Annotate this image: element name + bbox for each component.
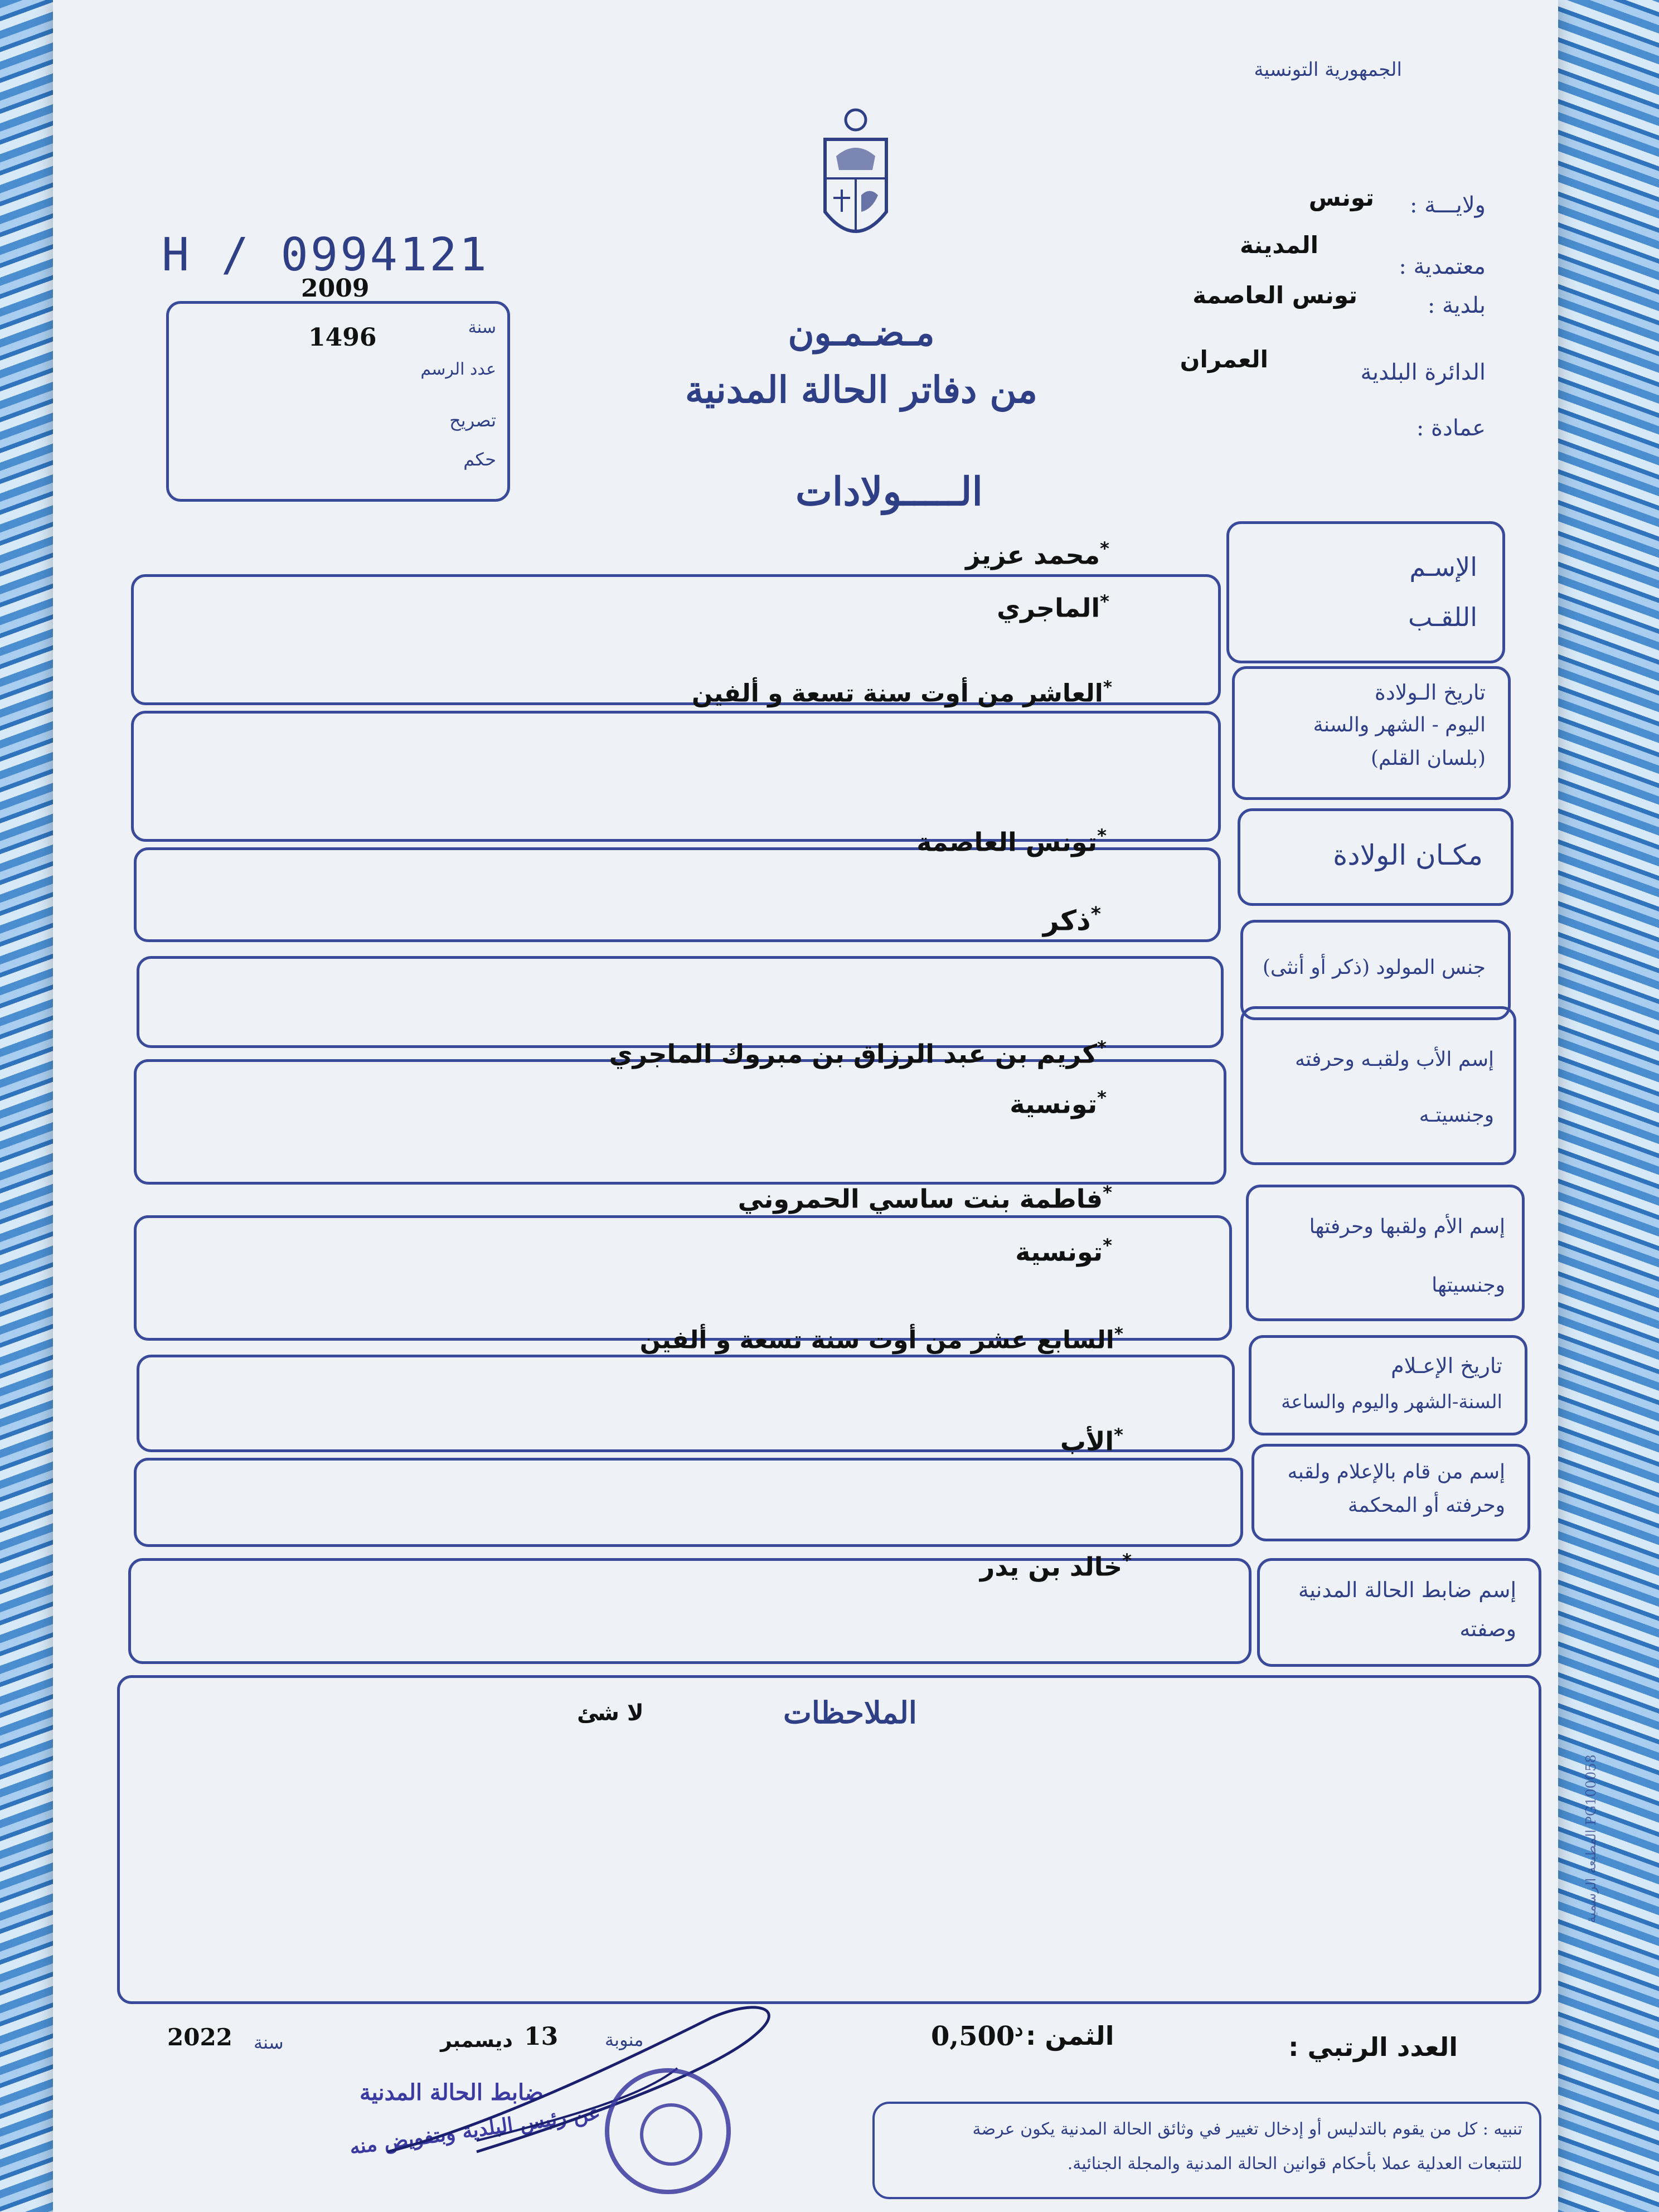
remarks-value: لا شئ [577, 1700, 644, 1726]
governorate-label: ولايـــة : [1409, 192, 1486, 218]
birth-date-value: *العاشر من أوت سنة تسعة و ألفين [691, 677, 1112, 708]
governorate-value: تونس [1308, 184, 1374, 211]
mother-name-value: *فاطمة بنت ساسي الحمروني [738, 1182, 1112, 1214]
remarks-label: الملاحظات [783, 1695, 917, 1730]
mother-label: إسم الأم ولقبها وحرفتها [1309, 1215, 1505, 1238]
republic-label: الجمهورية التونسية [1254, 59, 1402, 81]
mother-sublabel: وجنسيتها [1432, 1274, 1505, 1297]
declaration-label: تصريح [449, 410, 496, 431]
notice-line2: للتتبعات العدلية عملا بأحكام قوانين الحالة المدنية والمجلة الجنائية. [1067, 2154, 1522, 2174]
delegation-label: معتمدية : [1399, 254, 1486, 279]
father-label: إسم الأب ولقبـه وحرفته [1294, 1048, 1494, 1071]
father-name-value: *كريم بن عبد الرزاق بن مبروك الماجري [609, 1037, 1107, 1069]
title-line1: مـضـمـون [788, 312, 935, 354]
coat-of-arms-icon [819, 106, 892, 262]
footer-month: ديسمبر [440, 2029, 513, 2052]
record-year-value: 2009 [301, 274, 370, 303]
remarks-box [117, 1675, 1541, 2004]
footer-year-label: سنة [254, 2032, 284, 2053]
right-security-border [1542, 0, 1659, 2212]
title-line3: الـــــولادات [795, 468, 983, 515]
footer-year: 2022 [167, 2024, 232, 2051]
notice-line1: تنبيه : كل من يقوم بالتدليس أو إدخال تغيير في وثائق الحالة المدنية يكون عرضة [972, 2119, 1522, 2139]
declarant-label: إسم من قام بالإعلام ولقبه [1287, 1461, 1505, 1483]
officer-delegation-stamp: عن رئيس البلدية وبتفويض منه [348, 2101, 602, 2160]
birth-place-label: مكـان الولادة [1333, 839, 1483, 871]
footer-day: 13 [524, 2022, 559, 2051]
serial-number: H / 0994121 [162, 229, 489, 282]
mother-label-box [1246, 1185, 1525, 1321]
sex-value: *ذكر [1042, 903, 1101, 937]
record-box [166, 301, 510, 502]
declarant-value: *الأب [1060, 1424, 1123, 1457]
father-value-box [134, 1059, 1226, 1185]
record-number-label: عدد الرسم [420, 360, 496, 379]
sex-value-box [137, 956, 1224, 1048]
notice-box [872, 2102, 1541, 2199]
declaration-date-sublabel: السنة-الشهر واليوم والساعة [1281, 1391, 1502, 1413]
district-label: الدائرة البلدية [1360, 360, 1486, 385]
officer-sublabel: وصفته [1459, 1617, 1516, 1641]
district-value: العمران [1180, 346, 1268, 373]
father-nationality-value: *تونسية [1010, 1087, 1107, 1119]
name-label: الإسـم [1409, 552, 1477, 582]
birth-date-label: تاريخ الـولادة [1374, 680, 1486, 705]
officer-signature-title: ضابط الحالة المدنية [360, 2079, 544, 2106]
declarant-value-box [134, 1458, 1243, 1547]
birth-date-note: (بلسان القلم) [1370, 747, 1486, 770]
father-sublabel: وجنسيتـه [1419, 1104, 1494, 1127]
record-year-label: سنة [468, 318, 496, 337]
record-number-value: 1496 [308, 323, 377, 352]
birth-date-sublabel: اليوم - الشهر والسنة [1313, 714, 1486, 736]
side-printer-mark: المطبعة الرسمية PG100058 [1583, 1754, 1599, 1923]
mother-value-box [134, 1215, 1232, 1341]
imada-label: عمادة : [1416, 415, 1486, 441]
officer-label-box [1257, 1558, 1541, 1667]
birth-place-label-box [1238, 808, 1514, 906]
officer-label: إسم ضابط الحالة المدنية [1298, 1578, 1516, 1602]
mother-nationality-value: *تونسية [1015, 1235, 1112, 1267]
birth-place-value: *تونس العاصمة [916, 825, 1107, 857]
official-stamp-icon [605, 2068, 731, 2194]
judgment-label: حكم [463, 449, 496, 470]
name-value: *محمد عزيز [966, 538, 1109, 570]
municipality-label: بلدية : [1427, 293, 1486, 318]
birth-date-label-box [1232, 666, 1511, 800]
sex-label-box [1240, 920, 1511, 1020]
declarant-label-box [1251, 1444, 1530, 1541]
title-line2: من دفاتر الحالة المدنية [685, 368, 1037, 411]
birth-date-value-box [131, 711, 1221, 842]
footer-place: منوبة [605, 2029, 644, 2050]
officer-value: *خالد بن يدر [979, 1550, 1132, 1582]
surname-value: *الماجري [997, 591, 1109, 623]
sex-label: جنس المولود (ذكر أو أنثى) [1262, 956, 1486, 979]
declarant-sublabel: وحرفته أو المحكمة [1347, 1494, 1505, 1517]
price-value: $0,500^د$ [931, 2018, 1023, 2052]
delegation-value: المدينة [1240, 231, 1318, 259]
order-number-label: العدد الرتبي : [1288, 2032, 1458, 2062]
surname-label: اللقـب [1408, 602, 1477, 632]
municipality-value: تونس العاصمة [1192, 282, 1357, 309]
price-label: الثمن : [1026, 2021, 1114, 2051]
declaration-date-value: *السابع عشر من أوت سنة تسعة و ألفين [639, 1324, 1123, 1355]
name-label-box [1226, 521, 1505, 663]
father-label-box [1240, 1006, 1516, 1165]
birth-certificate-page [53, 0, 1599, 2212]
declaration-date-label: تاريخ الإعـلام [1391, 1354, 1502, 1378]
declaration-date-label-box [1249, 1335, 1527, 1435]
